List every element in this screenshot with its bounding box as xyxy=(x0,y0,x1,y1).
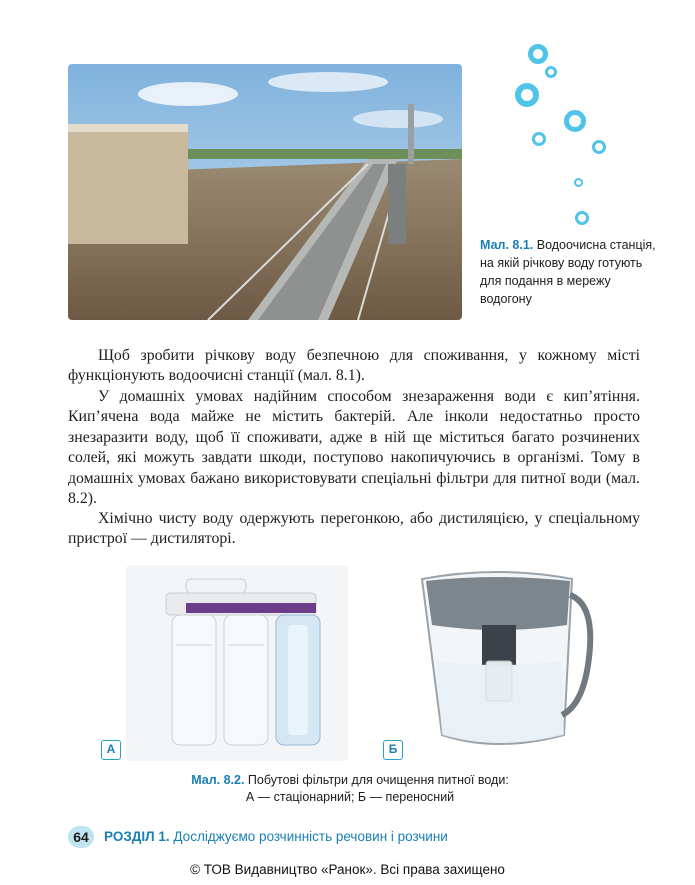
page-number: 64 xyxy=(68,826,94,848)
figure-tag-b: Б xyxy=(383,740,403,760)
paragraph-2 xyxy=(68,387,640,509)
bubble-decoration xyxy=(532,132,546,146)
figure-caption-8-1 xyxy=(480,236,660,308)
paragraph-text: Щоб зробити річкову воду безпечною для споживання, у кожному місті функціонують водоочисні станції (мал. 8.1). xyxy=(68,347,640,385)
bubble-decoration xyxy=(564,110,586,132)
paragraph-1 xyxy=(68,346,640,387)
figure-caption-8-2 xyxy=(110,772,590,806)
figure-label: Мал. 8.2. xyxy=(191,773,245,787)
paragraph-text: Хімічно чисту воду одержують перегонкою, або дистиляцією, у спеціальному пристрої — дистиляторі. xyxy=(68,510,640,548)
section-header xyxy=(104,829,448,844)
paragraph-3 xyxy=(68,509,640,550)
section-title: Досліджуємо розчинність речовин і розчини xyxy=(169,829,448,844)
figure-caption-text: Побутові фільтри для очищення питної води: xyxy=(244,773,509,787)
figure-caption-text: Водоочисна станція, на якій річкову воду готують для подання в мережу водогону xyxy=(480,238,656,306)
bubble-decoration xyxy=(592,140,606,154)
stationary-filter-photo xyxy=(126,565,348,761)
water-treatment-photo xyxy=(68,64,462,320)
bubble-decoration xyxy=(574,178,583,187)
figure-caption-text: А — стаціонарний; Б — переносний xyxy=(245,790,455,804)
bubble-decoration xyxy=(545,66,557,78)
filter-jug-photo xyxy=(402,565,594,761)
bubble-decoration xyxy=(515,83,539,107)
bubble-decoration xyxy=(575,211,589,225)
bubble-decoration xyxy=(528,44,548,64)
figure-tag-a: А xyxy=(101,740,121,760)
copyright-notice: © ТОВ Видавництво «Ранок». Всі права захищено xyxy=(190,862,505,877)
section-number: РОЗДІЛ 1. xyxy=(104,829,170,844)
paragraph-text: У домашніх умовах надійним способом знезараження води є кип’ятіння. Кип’ячена вода майже не містить бактерій. Але інколи недостатньо просто знезаразити воду, щоб її споживати, адже в ній ще міститься багато розчинених солей, які можуть завдати шкоди, поступово накопичуючись в організмі. Тому в домашніх умовах бажано використовувати спеціальні фільтри для питної води (мал. 8.2). xyxy=(68,388,640,508)
figure-label: Мал. 8.1. xyxy=(480,238,534,252)
